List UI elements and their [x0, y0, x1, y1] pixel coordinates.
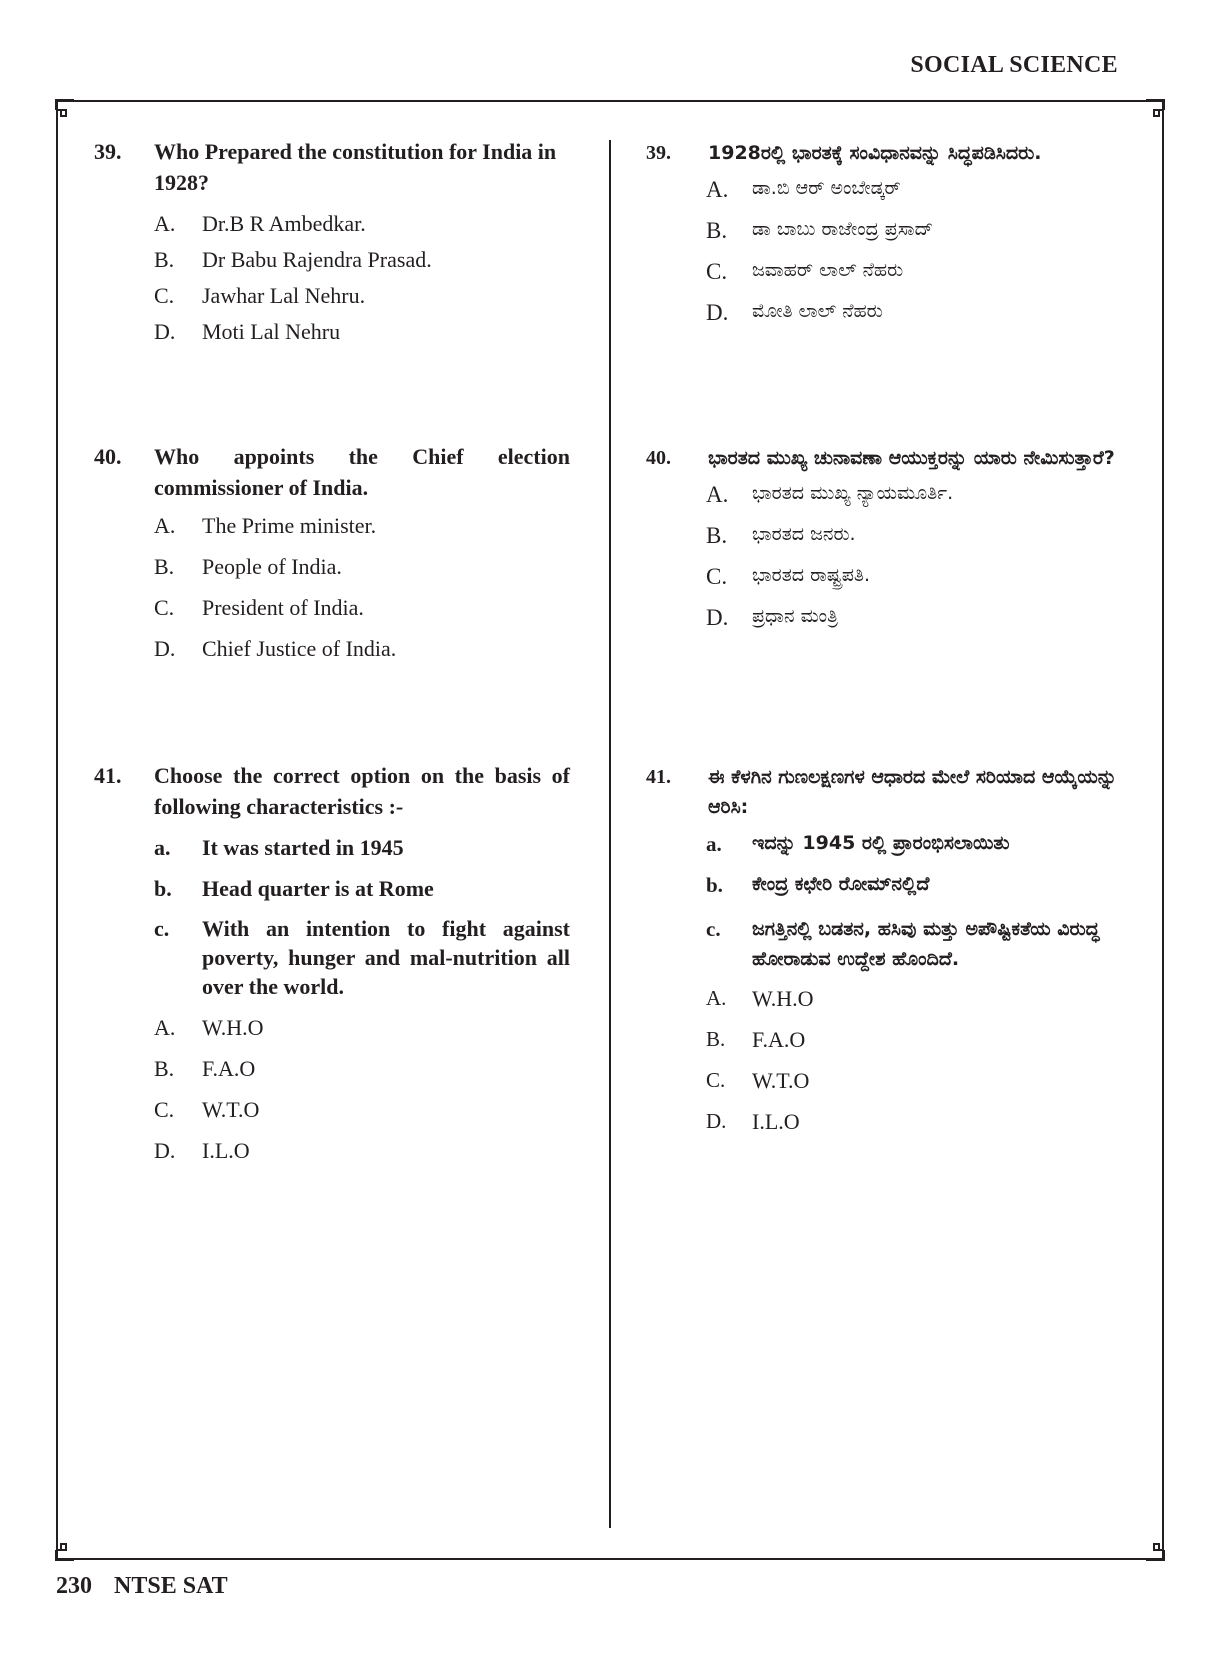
option-d: D. I.L.O — [706, 1109, 800, 1134]
characteristic-a: a. ಇದನ್ನು 1945 ರಲ್ಲಿ ಪ್ರಾರಂಭಿಸಲಾಯಿತು — [706, 832, 1010, 856]
option-c: C. W.T.O — [154, 1097, 260, 1122]
column-divider — [609, 140, 611, 1528]
option-d: D. Moti Lal Nehru — [154, 319, 341, 344]
question-word: appoints — [233, 444, 315, 469]
characteristic-b: b. Head quarter is at Rome — [154, 876, 434, 901]
option-d: D. I.L.O — [154, 1138, 250, 1163]
option-a: A. ಭಾರತದ ಮುಖ್ಯ ನ್ಯಾಯಮೂರ್ತಿ. — [706, 482, 954, 507]
corner-ornament-bottom-left — [52, 1538, 78, 1564]
option-c: C. W.T.O — [706, 1068, 810, 1093]
question-text: ಈ ಕೆಳಗಿನ ಗುಣಲಕ್ಷಣಗಳ ಆಧಾರದ ಮೇಲೆ ಸರಿಯಾದ ಆಯ್ಕೆಯನ್ನು ಆರಿಸಿ: — [708, 766, 1117, 818]
question-40-en — [94, 441, 570, 677]
option-a: A. ಡಾ.ಬಿ ಆರ್ ಅಂಬೇಡ್ಕರ್ — [706, 177, 901, 202]
option-d: D. ಮೋತಿ ಲಾಲ್ ನೆಹರು — [706, 300, 883, 325]
option-d: D. Chief Justice of India. — [154, 636, 397, 661]
question-word: Chief — [412, 444, 464, 469]
question-number: 40. — [94, 444, 122, 469]
characteristic-c: c. With an intention to fight against poverty, hunger and mal-nutrition all over the world. — [154, 916, 570, 999]
option-b: B. ಡಾ ಬಾಬು ರಾಜೇಂದ್ರ ಪ್ರಸಾದ್ — [706, 218, 934, 243]
option-c: C. ಜವಾಹರ್ ಲಾಲ್ ನೆಹರು — [706, 259, 904, 284]
question-word: election — [497, 444, 570, 469]
characteristic-b: b. ಕೇಂದ್ರ ಕಛೇರಿ ರೋಮ್‌ನಲ್ಲಿದೆ — [706, 873, 930, 897]
option-c: C. ಭಾರತದ ರಾಷ್ಟ್ರಪತಿ. — [706, 564, 871, 589]
option-c: C. President of India. — [154, 595, 364, 620]
option-b: B. Dr Babu Rajendra Prasad. — [154, 247, 432, 272]
question-text: 1928ರಲ್ಲಿ ಭಾರತಕ್ಕೆ ಸಂವಿಧಾನವನ್ನು ಸಿದ್ಧಪಡಿಸಿದರು. — [708, 142, 1042, 164]
corner-ornament-top-right — [1142, 96, 1168, 122]
option-a: A. W.H.O — [154, 1015, 264, 1040]
option-c: C. Jawhar Lal Nehru. — [154, 283, 366, 308]
question-text: Who Prepared the constitution for India in 1928? — [154, 139, 557, 195]
option-a: A. The Prime minister. — [154, 513, 377, 538]
question-text-line-1 — [154, 441, 570, 472]
question-number: 39. — [94, 139, 122, 164]
question-text-line-2: commissioner of India. — [154, 475, 369, 500]
page-number: 230 — [56, 1573, 92, 1599]
question-number: 39. — [646, 142, 671, 164]
question-text: Choose the correct option on the basis of following characteristics :- — [154, 763, 570, 819]
option-b: B. ಭಾರತದ ಜನರು. — [706, 523, 856, 548]
characteristic-a: a. It was started in 1945 — [154, 835, 404, 860]
option-a: A. W.H.O — [706, 986, 814, 1011]
question-word: the — [348, 444, 378, 469]
characteristic-c: c. ಜಗತ್ತಿನಲ್ಲಿ ಬಡತನ, ಹಸಿವು ಮತ್ತು ಅಪೌಷ್ಟಿಕತೆಯ ವಿರುದ್ಧ ಹೋರಾಡುವ ಉದ್ದೇಶ ಹೊಂದಿದೆ. — [706, 917, 1100, 970]
option-b: B. F.A.O — [154, 1056, 256, 1081]
option-d: D. ಪ್ರಧಾನ ಮಂತ್ರಿ — [706, 605, 838, 630]
option-b: B. F.A.O — [706, 1027, 806, 1052]
question-number: 41. — [94, 763, 122, 788]
question-number: 41. — [646, 766, 671, 788]
question-41-kn — [646, 762, 1126, 1150]
exam-name: NTSE SAT — [114, 1573, 228, 1599]
question-39-kn — [646, 138, 1126, 341]
option-b: B. People of India. — [154, 554, 342, 579]
corner-ornament-bottom-right — [1142, 1538, 1168, 1564]
question-40-kn — [646, 443, 1126, 646]
corner-ornament-top-left — [52, 96, 78, 122]
section-title: SOCIAL SCIENCE — [910, 52, 1118, 78]
question-41-en — [94, 760, 570, 1179]
question-number: 40. — [646, 447, 671, 469]
page-footer — [56, 1573, 250, 1600]
question-39-en — [94, 136, 570, 355]
question-text: ಭಾರತದ ಮುಖ್ಯ ಚುನಾವಣಾ ಆಯುಕ್ತರನ್ನು ಯಾರು ನೇಮಿಸುತ್ತಾರೆ? — [708, 447, 1115, 469]
option-a: A. Dr.B R Ambedkar. — [154, 211, 366, 236]
question-word: Who — [154, 444, 200, 469]
